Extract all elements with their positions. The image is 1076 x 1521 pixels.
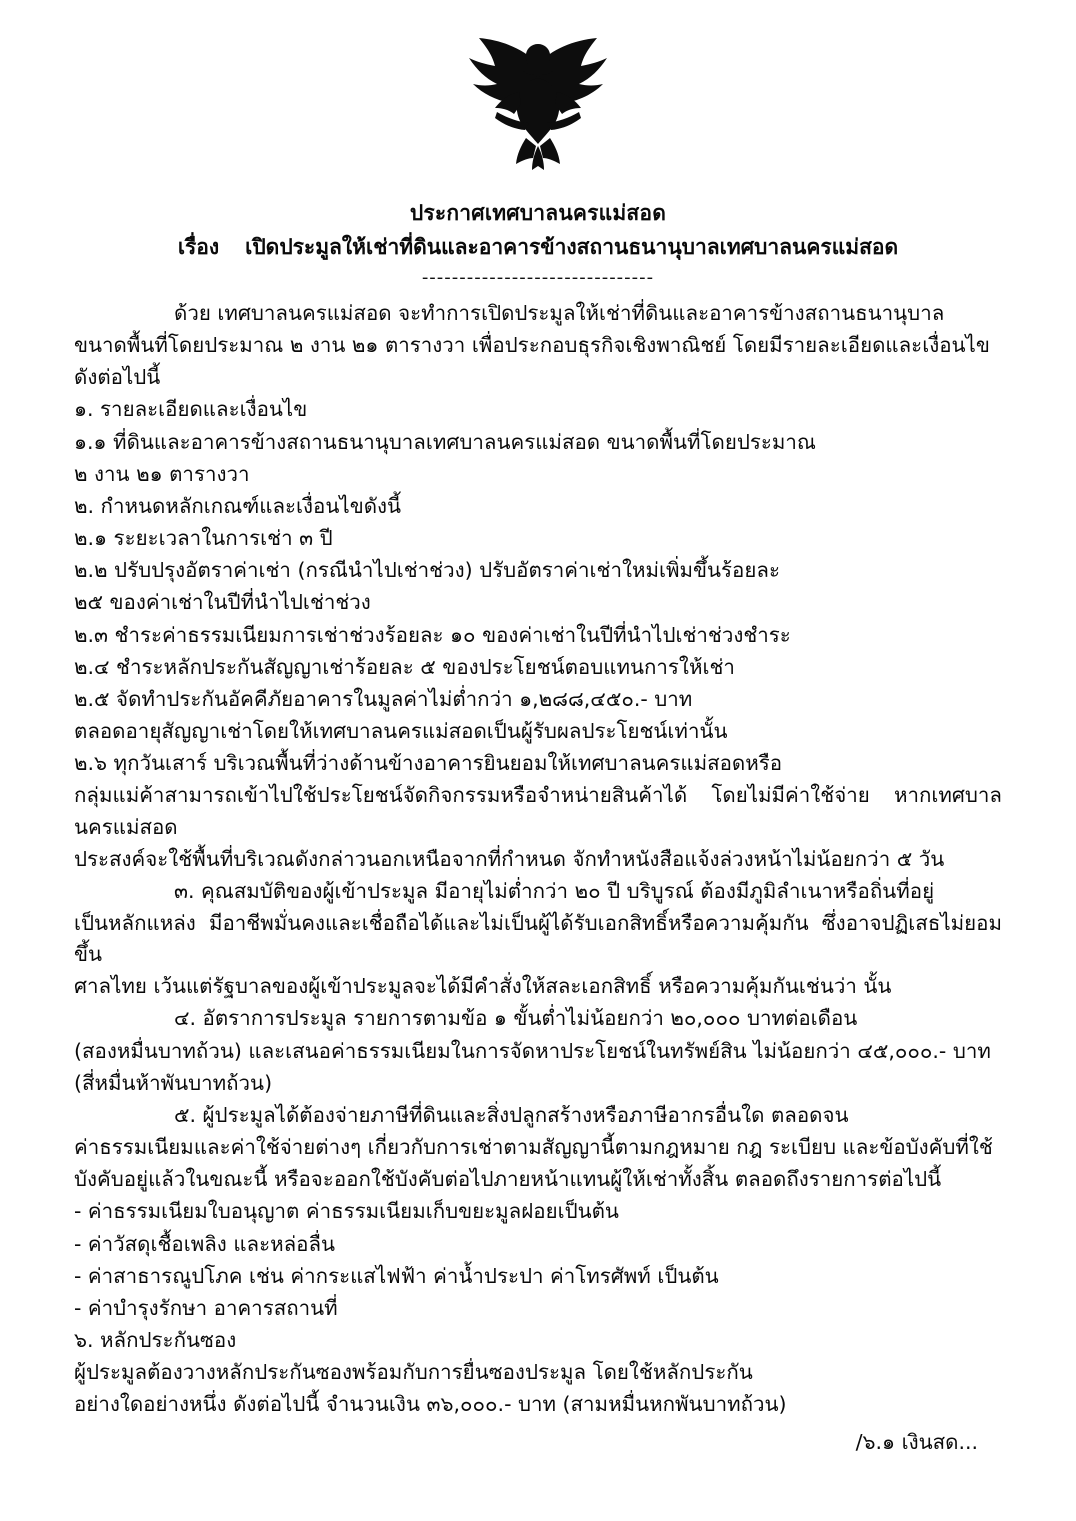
clause-3-line-1: ๓. คุณสมบัติของผู้เข้าประมูล มีอายุไม่ต่ำกว่า ๒๐ ปี บริบูรณ์ ต้องมีภูมิลำเนาหรือถิ่นที่อยู่ [174, 878, 935, 903]
clause-3-line-3: ศาลไทย เว้นแต่รัฐบาลของผู้เข้าประมูลจะได้มีคำสั่งให้สละเอกสิทธิ์ หรือความคุ้มกันเช่นว่า นั้น [74, 974, 892, 999]
list-item-utilities: - ค่าสาธารณูปโภค เช่น ค่ากระแสไฟฟ้า ค่าน้ำประปา ค่าโทรศัพท์ เป็นต้น [74, 1263, 719, 1288]
clause-6: ๖. หลักประกันซอง [74, 1328, 237, 1352]
clause-2-1: ๒.๑ ระยะเวลาในการเช่า ๓ ปี [74, 526, 333, 551]
paragraph-intro-2: ขนาดพื้นที่โดยประมาณ ๒ งาน ๒๑ ตารางวา เพื่อประกอบธุรกิจเชิงพาณิชย์ โดยมีรายละเอียดและเงื่อนไข [74, 333, 990, 358]
clause-2-6-line-2: กลุ่มแม่ค้าสามารถเข้าไปใช้ประโยชน์จัดกิจกรรมหรือจำหน่ายสินค้าได้ โดยไม่มีค่าใช้จ่าย หากเทศบาลนครแม่สอด [74, 783, 1002, 839]
clause-4-line-1: ๔. อัตราการประมูล รายการตามข้อ ๑ ขั้นต่ำไม่น้อยกว่า ๒๐,๐๐๐ บาทต่อเดือน [174, 1006, 858, 1031]
clause-4-line-2: (สองหมื่นบาทถ้วน) และเสนอค่าธรรมเนียมในการจัดหาประโยชน์ในทรัพย์สิน ไม่น้อยกว่า ๔๕,๐๐๐.- บาท [74, 1038, 991, 1063]
clause-4-line-3: (สี่หมื่นห้าพันบาทถ้วน) [74, 1070, 273, 1095]
clause-2-6-line-1: ๒.๖ ทุกวันเสาร์ บริเวณพื้นที่ว่างด้านข้างอาคารยินยอมให้เทศบาลนครแม่สอดหรือ [74, 751, 783, 776]
clause-5-line-2: ค่าธรรมเนียมและค่าใช้จ่ายต่างๆ เกี่ยวกับการเช่าตามสัญญานี้ตามกฎหมาย กฎ ระเบียบ และข้อบังคับที่ใช้ [74, 1135, 993, 1160]
clause-2-5-line-1: ๒.๕ จัดทำประกันอัคคีภัยอาคารในมูลค่าไม่ต่ำกว่า ๑,๒๘๘,๔๕๐.- บาท [74, 686, 693, 711]
clause-5-line-1: ๕. ผู้ประมูลได้ต้องจ่ายภาษีที่ดินและสิ่งปลูกสร้างหรือภาษีอากรอื่นใด ตลอดจน [174, 1102, 849, 1127]
divider: ------------------------------- [421, 267, 655, 288]
clause-2-5-line-2: ตลอดอายุสัญญาเช่าโดยให้เทศบาลนครแม่สอดเป็นผู้รับผลประโยชน์เท่านั้น [74, 719, 728, 744]
subject-text: เปิดประมูลให้เช่าที่ดินและอาคารข้างสถานธนานุบาลเทศบาลนครแม่สอด [245, 234, 899, 259]
clause-1-1-line-2: ๒ งาน ๒๑ ตารางวา [74, 461, 250, 486]
page-continuation-note: /๖.๑ เงินสด... [855, 1430, 978, 1455]
clause-5-line-3: บังคับอยู่แล้วในขณะนี้ หรือจะออกใช้บังคับต่อไปภายหน้าแทนผู้ให้เช่าทั้งสิ้น ตลอดถึงรายการต่อไปนี้ [74, 1167, 942, 1192]
clause-2-3: ๒.๓ ชำระค่าธรรมเนียมการเช่าช่วงร้อยละ ๑๐ ของค่าเช่าในปีที่นำไปเช่าช่วงชำระ [74, 622, 791, 647]
document-body [74, 298, 1002, 1420]
clause-2-6-line-3: ประสงค์จะใช้พื้นที่บริเวณดังกล่าวนอกเหนือจากที่กำหนด จักทำหนังสือแจ้งล่วงหน้าไม่น้อยกว่า ๕ วัน [74, 846, 945, 871]
title-block [74, 198, 1002, 263]
list-item-maintenance: - ค่าบำรุงรักษา อาคารสถานที่ [74, 1295, 338, 1320]
clause-2-2-line-2: ๒๕ ของค่าเช่าในปีที่นำไปเช่าช่วง [74, 590, 371, 615]
page-title: ประกาศเทศบาลนครแม่สอด [409, 201, 667, 225]
subject-label: เรื่อง [177, 234, 220, 259]
emblem-container [74, 26, 1002, 180]
paragraph-intro-1: ด้วย เทศบาลนครแม่สอด จะทำการเปิดประมูลให้เช่าที่ดินและอาคารข้างสถานธนานุบาล [174, 301, 945, 325]
clause-6-line-2: อย่างใดอย่างหนึ่ง ดังต่อไปนี้ จำนวนเงิน ๓๖,๐๐๐.- บาท (สามหมื่นหกพันบาทถ้วน) [74, 1392, 787, 1417]
clause-3-line-2: เป็นหลักแหล่ง มีอาชีพมั่นคงและเชื่อถือได้และไม่เป็นผู้ได้รับเอกสิทธิ์หรือความคุ้มกัน ซึ่งอาจปฏิเสธไม่ยอมขึ้น [74, 910, 1002, 967]
clause-2-4: ๒.๔ ชำระหลักประกันสัญญาเช่าร้อยละ ๕ ของประโยชน์ตอบแทนการให้เช่า [74, 654, 735, 679]
clause-2-2-line-1: ๒.๒ ปรับปรุงอัตราค่าเช่า (กรณีนำไปเช่าช่วง) ปรับอัตราค่าเช่าใหม่เพิ่มขึ้นร้อยละ [74, 558, 780, 583]
clause-6-line-1: ผู้ประมูลต้องวางหลักประกันซองพร้อมกับการยื่นซองประมูล โดยใช้หลักประกัน [74, 1360, 753, 1385]
clause-1: ๑. รายละเอียดและเงื่อนไข [74, 397, 308, 422]
list-item-fuel-lubricant: - ค่าวัสดุเชื้อเพลิง และหล่อลื่น [74, 1231, 336, 1256]
clause-1-1-line-1: ๑.๑ ที่ดินและอาคารข้างสถานธนานุบาลเทศบาลนครแม่สอด ขนาดพื้นที่โดยประมาณ [74, 429, 816, 454]
paragraph-intro-3: ดังต่อไปนี้ [74, 365, 161, 390]
list-item-fee-license: - ค่าธรรมเนียมใบอนุญาต ค่าธรรมเนียมเก็บขยะมูลฝอยเป็นต้น [74, 1199, 619, 1224]
subject-line [74, 232, 1002, 264]
clause-2: ๒. กำหนดหลักเกณฑ์และเงื่อนไขดังนี้ [74, 493, 402, 518]
garuda-emblem [463, 26, 613, 176]
